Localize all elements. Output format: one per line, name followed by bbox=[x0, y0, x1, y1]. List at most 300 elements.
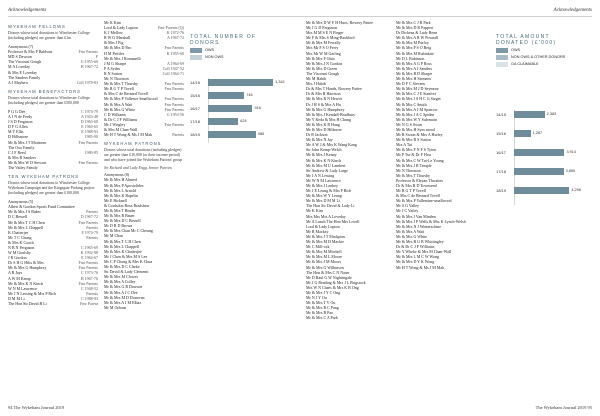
donor-name: Lord & Lady Lupton bbox=[104, 25, 138, 31]
list-item: Mr & Mrs J Kenny bbox=[306, 152, 337, 158]
list-item: Mr & Mrs M J D Seymour bbox=[396, 86, 439, 92]
donor-detail: C 1965-69 bbox=[81, 245, 98, 250]
donor-name: The Viscount Gough bbox=[8, 59, 42, 65]
donor-detail: 1985-90 bbox=[84, 134, 98, 140]
list-item: Mr H T Wong & Ms J M Mak bbox=[396, 264, 445, 270]
donor-detail: H 1967-72 bbox=[80, 64, 98, 70]
chart-row bbox=[496, 110, 557, 118]
patrons-note: Donors whose total donations (including pledges) are greater than £10,000 (or their income period) and who have joined the Wykeham Patrons' group bbox=[104, 148, 183, 163]
chart-row bbox=[496, 129, 543, 137]
list-item: Mr E Bicknell bbox=[104, 197, 127, 203]
patrons-subhead: Sir Richard and Lady Engg, Senior Patrons bbox=[104, 166, 172, 171]
donor-name: H M Pettifer bbox=[104, 50, 125, 56]
list-item: Mr & Mrs D R Pappert bbox=[396, 25, 434, 31]
list-item: Mr R Swain & Mrs A Hurley bbox=[396, 132, 443, 138]
list-item: Mr & Mrs B Pao bbox=[306, 310, 334, 316]
list-item bbox=[8, 80, 98, 85]
donor-name: A J N de Ferdy bbox=[8, 114, 33, 120]
donor-name: J S D Ferguson bbox=[8, 119, 33, 125]
list-item: Mrs Mrs Mrs A Loveday bbox=[306, 213, 346, 219]
donor-name: Dr S H G Hilts & Mrs bbox=[8, 260, 44, 266]
column-1 bbox=[8, 20, 98, 306]
chart-row bbox=[190, 104, 261, 112]
donor-name: & Mrs C de Bernard Tovell bbox=[104, 91, 148, 97]
list-item: Mr & Mrs W Y Leung bbox=[306, 193, 342, 199]
donor-name: Mr N Thornton bbox=[104, 76, 129, 82]
list-item: Mrs Mr F S O Ferry bbox=[306, 45, 339, 51]
list-item: Mr & Mrs J Kendall-Bradbury bbox=[306, 111, 356, 117]
list-item: Mr D L Rubinson bbox=[396, 55, 425, 61]
donor-detail: Fmr Parents bbox=[78, 280, 98, 286]
list-item: Mr & Mrs D Y K Wong bbox=[396, 259, 435, 265]
list-item: Mr & Mrs J Y C Ong bbox=[306, 289, 341, 295]
data-label: 3,914 bbox=[566, 150, 576, 154]
donor-name: J M G Sharpe bbox=[104, 60, 127, 66]
legend-entry bbox=[190, 55, 300, 60]
donor-detail: A 1964-69 bbox=[167, 60, 184, 66]
list-item: Mr & Mrs D C Clarke bbox=[104, 264, 140, 270]
legend-entry bbox=[496, 48, 594, 53]
donor-name: Mr J N Lessing & Mrs P Rich bbox=[8, 290, 56, 296]
amount-legend bbox=[496, 48, 594, 67]
list-item: Mr & Mrs J P Wells & Mrs K Lynch-Welsh bbox=[396, 218, 466, 224]
donor-name: K J Mellow bbox=[104, 30, 123, 36]
donor-detail: C 1973-76 bbox=[81, 270, 98, 276]
list-item: Mr & Mrs G Humphrey bbox=[306, 106, 345, 112]
list-item: Mr & Mrs M Mitchell bbox=[306, 249, 342, 255]
donor-detail: Fmr Parents bbox=[164, 106, 184, 112]
list-item: Mr D Raul G W Nightingale bbox=[306, 274, 352, 280]
list-item: Mr & Mrs C A Park bbox=[306, 315, 338, 321]
donor-name: R N Sutton bbox=[104, 70, 123, 76]
donor-detail: Fmr Parents bbox=[78, 139, 98, 145]
list-item: Mr & Mrs N Jay bbox=[306, 137, 333, 143]
list-item: Mr & Mrs R S Sutton bbox=[396, 137, 431, 143]
donor-name: Mr & Mrs D Pao bbox=[104, 45, 132, 51]
list-item: Mr & Mrs D M M Li bbox=[306, 198, 341, 204]
donor-name: Anonymous (7) bbox=[8, 44, 34, 50]
legend-label: OWS bbox=[511, 48, 521, 52]
list-item: Mr & Mrs C J E Stanfort bbox=[396, 91, 436, 97]
list-item bbox=[8, 301, 98, 306]
list-item: Mr P Tse & Dr F Hou bbox=[396, 152, 431, 158]
donor-name: Mr & Mrs A Wait bbox=[104, 101, 133, 107]
list-item: Mr & Mrs H Siemens bbox=[396, 76, 431, 82]
fellows-list bbox=[8, 44, 98, 85]
donor-name: Mr & Mrs G White bbox=[104, 106, 136, 112]
list-item bbox=[104, 132, 184, 137]
donor-name: W M Goulsby bbox=[8, 250, 31, 256]
list-item: Mr & Mrs A J M Sparrow bbox=[396, 106, 438, 112]
donor-detail: Fmr Parents bbox=[164, 101, 184, 107]
donor-detail: Parents bbox=[172, 132, 184, 138]
chart-row bbox=[190, 91, 253, 99]
list-item: Mr & Mrs J M Moors bbox=[306, 259, 342, 265]
legend-label: GA CLAIMABLE bbox=[511, 62, 539, 67]
legend-label: OWS bbox=[205, 48, 215, 52]
list-item: Mrs J Habib bbox=[306, 81, 326, 87]
list-item: Professor & Eleyan Thwaites bbox=[396, 177, 443, 183]
tick-label: 15/16 bbox=[190, 92, 201, 98]
list-item bbox=[8, 165, 98, 170]
list-item: Mr & Mrs G B Dawson bbox=[104, 284, 143, 290]
donor-name: A R Jays bbox=[8, 270, 23, 276]
list-item: Mr N J Y Ou bbox=[306, 295, 327, 301]
tick-label: 15/16 bbox=[496, 130, 507, 136]
donor-detail: Fmr Parents (Q) bbox=[158, 25, 184, 31]
tick-label: 17/18 bbox=[190, 118, 201, 124]
legend-swatch bbox=[190, 55, 202, 60]
donor-name: Mr & Mrs J Romanelli bbox=[104, 55, 141, 61]
column-5 bbox=[396, 20, 488, 270]
benefactors-title: WYKEHAM BENEFACTORS bbox=[8, 88, 81, 94]
donor-detail: Fmr Parents bbox=[164, 86, 184, 92]
list-item: The Hon & Mrs C N Nairn bbox=[306, 269, 350, 275]
donor-detail: A 1967-72 bbox=[167, 35, 184, 41]
list-item: Mr & Mrs T Binder bbox=[104, 208, 136, 213]
running-header-right: Acknowledgements bbox=[553, 8, 592, 13]
donor-detail: K 1992-98 bbox=[80, 250, 98, 256]
donor-detail: C 1974-79 bbox=[81, 108, 98, 114]
fellows-title: WYKEHAM FELLOWS bbox=[8, 24, 66, 29]
list-item: The Hon Sir David & Lady Li bbox=[306, 203, 355, 209]
legend-label: NON OWS bbox=[205, 55, 224, 60]
donor-detail: Fmr Parents bbox=[78, 219, 98, 225]
donors-chart bbox=[190, 78, 300, 148]
list-item: Mr & Mrs K B Hung bbox=[306, 121, 340, 127]
donor-detail: E 1960-65 bbox=[81, 124, 98, 130]
list-item: Mr & Mrs D W F H Huos, Bowery Pattee bbox=[306, 20, 373, 25]
bar bbox=[208, 118, 247, 125]
column-3 bbox=[190, 30, 300, 62]
donor-name: D Hillsmore bbox=[8, 134, 28, 140]
donor-name: The Hon Sir David R Li bbox=[8, 301, 47, 307]
list-item: Mr J C Vailey bbox=[396, 208, 419, 214]
donor-name: N B N Ferguson bbox=[8, 245, 35, 250]
list-item: Mr & Mrs M L Moore bbox=[306, 254, 342, 260]
chart-row bbox=[190, 130, 265, 138]
donor-name: & Mrs M Chan-Wall bbox=[104, 126, 138, 132]
donor-detail: Fmr Parents bbox=[164, 121, 184, 127]
list-item: Dr & Mrs T Hands, Bowery Pattee bbox=[306, 86, 362, 92]
donor-detail: F bbox=[95, 54, 98, 60]
donor-name: The Oxo Family bbox=[8, 144, 35, 150]
list-item: Mrs M M S E N Finger bbox=[306, 30, 344, 36]
list-item: Mr & Mrs H Sym mood bbox=[396, 126, 435, 132]
list-item: Mr & Mrs A G P Ross bbox=[396, 60, 432, 66]
donor-detail: G 1953-56 bbox=[166, 111, 184, 117]
list-item: Mr & Mrs W Y Sulemain bbox=[396, 116, 437, 122]
list-item: Mr & Mrs L M C W Wong bbox=[396, 254, 439, 260]
list-item: Mrs W N Chaes & Mrs K B Ong bbox=[306, 284, 359, 290]
list-item: Mr & Mrs A J C Dee bbox=[104, 289, 138, 295]
legend-label: NON OWS & OTHER DONORS bbox=[511, 55, 566, 60]
donor-name: Professor & Mrs P Baldwin bbox=[8, 49, 53, 55]
bar bbox=[208, 79, 285, 86]
list-item: Mr & Mrs L Chappell bbox=[104, 243, 140, 249]
bar bbox=[208, 92, 253, 99]
list-item: Mr & Mrs M Rubinkite bbox=[396, 50, 434, 56]
list-item: Sir Andrew & Lady Large bbox=[306, 167, 348, 173]
list-item: Mr & Mrs C Smith bbox=[396, 101, 427, 107]
donor-name: The Vailey Family bbox=[8, 164, 38, 170]
donor-name: Mr & Mrs J S Baker bbox=[8, 209, 41, 215]
data-label: 3,850 bbox=[565, 169, 576, 173]
list-item: Dr & Mrs R Harrison bbox=[306, 91, 341, 97]
donor-name: Mr H T Wong & Ms J M Mak bbox=[104, 132, 153, 138]
donor-detail: Fmr Parents bbox=[78, 265, 98, 271]
patrons-list bbox=[104, 172, 184, 310]
list-item: Mr N G S Swan bbox=[396, 121, 422, 127]
donor-name: C D Williams bbox=[104, 111, 126, 117]
donor-detail: Fmr Parents bbox=[164, 81, 184, 87]
list-item: Mr C P Chong & Mrs K Chua bbox=[104, 258, 153, 264]
donor-name: & Mrs K Coach bbox=[8, 239, 34, 245]
list-item: Mr & Mrs J N Gordon bbox=[306, 60, 343, 66]
donor-name: The Sanders Family bbox=[8, 74, 41, 80]
column-4 bbox=[306, 20, 394, 321]
fellows-note: Donors whose total donations to Winchester College (including pledges) are greater than £1m bbox=[8, 31, 90, 41]
list-item: Mr R G T P Tovell bbox=[396, 188, 426, 194]
list-item: Mr & Mrs D C Bessell bbox=[104, 218, 141, 224]
donor-detail: Fmr Parents bbox=[78, 159, 98, 165]
list-item: Mr F & Mrs S Ming-Bashford bbox=[306, 35, 355, 41]
donor-detail: Coll 1947-52 bbox=[162, 65, 184, 71]
tick-label: 16/17 bbox=[496, 149, 507, 155]
donor-detail: Parents bbox=[86, 209, 98, 215]
donor-name: Mr & Mrs K N Kinch bbox=[8, 280, 43, 286]
list-item: Mr & Mrs T Thursby bbox=[396, 172, 431, 178]
legend-swatch bbox=[496, 62, 508, 67]
list-item: Mr & Mrs J T Mackpins bbox=[306, 233, 346, 239]
donor-name: Mr & Mrs J T Mortimer bbox=[8, 139, 47, 145]
bar bbox=[514, 149, 576, 156]
list-item: Anonymous (8) bbox=[104, 172, 130, 178]
top-rule bbox=[8, 16, 592, 17]
chart-row bbox=[190, 78, 285, 86]
donor-name: Mr & Mrs G Humphrey bbox=[8, 265, 47, 271]
donor-detail: Fmr Parents bbox=[164, 96, 184, 102]
donor-name: Mr & Mrs T Thursby bbox=[104, 81, 139, 87]
list-item: Mr & Mrs J R Temple bbox=[396, 162, 432, 168]
list-item: Mr & Mrs M D Mackie bbox=[306, 239, 344, 245]
benefactors-list bbox=[8, 109, 98, 170]
list-item: Mr & Mrs M U Lambert bbox=[306, 162, 346, 168]
data-label: 2,383 bbox=[546, 112, 557, 116]
list-item: Mr & Mrs A J M Elbaz bbox=[104, 299, 142, 305]
list-item: Mr & Mrs K Bapelin bbox=[104, 192, 138, 198]
list-item: Dr & Mrs R D Townsend bbox=[396, 183, 437, 188]
donor-detail: Parents bbox=[86, 234, 98, 240]
list-item: Mr J G D Ferguson bbox=[306, 25, 338, 31]
list-item: Mr & Mrs M Clowes bbox=[104, 274, 139, 280]
donor-name: Mr J Wrigley bbox=[104, 121, 126, 127]
tick-label: 14/15 bbox=[190, 79, 201, 85]
donor-name: K Chatterjee bbox=[8, 229, 29, 235]
list-item: Mr K Kim bbox=[306, 208, 323, 214]
donors-chart-title: TOTAL NUMBER OF DONORS bbox=[190, 34, 257, 46]
list-item: Mr & Mrs J Van Minden bbox=[396, 213, 436, 219]
list-item: Mr & Mrs C J R Park bbox=[396, 20, 431, 25]
list-item: Mr & Mrs R C Pang bbox=[306, 305, 339, 311]
list-item: Mr & Mrs L Arnold bbox=[104, 187, 136, 193]
donor-name: & Dr C J F Williams bbox=[104, 116, 138, 122]
legend-entry bbox=[190, 48, 300, 53]
donor-detail: G 1955-60 bbox=[80, 59, 98, 65]
donor-detail: C 1988-93 bbox=[81, 295, 98, 301]
donor-name: Mr K Kim bbox=[104, 20, 121, 25]
data-label: 1,287 bbox=[532, 131, 543, 135]
running-header-left: Acknowledgements bbox=[8, 8, 47, 13]
list-item: Dr & Dr C J F Williams bbox=[396, 244, 435, 250]
legend-swatch bbox=[496, 48, 508, 53]
donor-name: Anonymous (5) bbox=[8, 199, 34, 205]
bar bbox=[514, 111, 557, 118]
list-item: Mr J Chen & Mrs M S Lee bbox=[104, 253, 148, 259]
donor-detail: Fmr Parents bbox=[78, 49, 98, 55]
bar bbox=[208, 131, 265, 138]
donor-name: C J F Reed bbox=[8, 149, 26, 155]
list-item: Mr & Mrs Chan Mr C Cheung bbox=[104, 228, 153, 234]
list-item: Mr & Mrs F N F S Tyten bbox=[396, 147, 436, 153]
list-item: The Viscount Gough bbox=[306, 70, 340, 76]
list-item: Mr & Mrs A R W Pownall bbox=[396, 35, 439, 41]
list-item: Mr R Mackay bbox=[306, 228, 329, 234]
donor-detail: Parents bbox=[86, 290, 98, 296]
tick-label: 18/19 bbox=[190, 131, 201, 137]
donor-name: W N M Lawrence bbox=[8, 285, 37, 291]
list-item: Mr Y Wheke & Mrs M Chan-Wall bbox=[396, 249, 452, 255]
list-item: Mr & Mrs C W Tat-Le Young bbox=[396, 157, 444, 163]
donors-legend bbox=[190, 48, 300, 60]
list-item: Mr & Mrs K Chatterjee bbox=[104, 248, 142, 254]
data-label: 916 bbox=[254, 106, 261, 110]
donor-detail: Parents bbox=[86, 224, 98, 230]
donor-detail: Coll 1964-71 bbox=[162, 70, 184, 76]
list-item: Mr C Mill-ock bbox=[306, 244, 330, 250]
list-item: Mr & Mrs T V Ou bbox=[306, 300, 336, 306]
patron-top-list bbox=[104, 20, 184, 137]
legend-entry bbox=[496, 55, 594, 60]
donor-detail: H 1967-76 bbox=[80, 275, 98, 281]
amount-chart bbox=[496, 110, 594, 210]
chart-row bbox=[496, 186, 581, 194]
list-item: Mr & Mrs M Ferrally bbox=[306, 40, 341, 46]
donor-name: J R Gordon bbox=[8, 255, 27, 261]
list-item: Mr & Mrs P S O Reig bbox=[396, 45, 432, 51]
donor-detail: K 1972-76 bbox=[166, 30, 184, 36]
donor-name: & Mrs R Sanders bbox=[8, 154, 36, 160]
list-item: Sir John Kemp-Welch bbox=[306, 147, 342, 153]
list-item: Mr S G Valley bbox=[396, 203, 420, 209]
legend-swatch bbox=[190, 48, 202, 53]
donor-detail: D 1963-68 bbox=[80, 119, 98, 125]
list-item: Mr A Lunch The Hon Mrs Lovell bbox=[306, 218, 360, 224]
donor-name: D F G Allen bbox=[8, 124, 28, 130]
tick-label: 14/15 bbox=[496, 111, 507, 117]
footer-left: 94 The Wykeham Journal 2019 bbox=[8, 405, 65, 410]
donor-detail: A 1943-48 bbox=[81, 114, 98, 120]
list-item: Mr & Mrs J S H C G Steger bbox=[396, 96, 441, 102]
donor-detail: E 1964-67 bbox=[81, 255, 98, 261]
donor-detail: 1980-85 bbox=[84, 149, 98, 155]
bar bbox=[208, 105, 261, 112]
chart-row bbox=[190, 117, 247, 125]
ten-patrons-list bbox=[8, 199, 98, 306]
list-item: Mr & Mrs H Ahmed bbox=[104, 177, 137, 183]
donor-name: D M M Li bbox=[8, 295, 25, 301]
donor-name: A W M Kemp bbox=[8, 275, 31, 281]
list-item: Mr D R D Brown bbox=[104, 223, 133, 229]
amount-chart-title: TOTAL AMOUNT DONATED (£'000) bbox=[496, 34, 557, 46]
list-item: Mr & Mrs F Ghin bbox=[306, 55, 335, 61]
list-item: Mr J G Reading & Mrs J L Brigstock bbox=[306, 279, 366, 285]
donor-name: D C Bessell bbox=[8, 214, 28, 220]
list-item: Mr & Mrs R G B Whittingley bbox=[396, 239, 444, 245]
donor-detail: F 1974-79 bbox=[81, 229, 98, 235]
list-item: Dr R Jackson bbox=[306, 132, 328, 138]
tick-label: 16/17 bbox=[190, 105, 201, 111]
donor-detail: D 1967-72 bbox=[80, 214, 98, 220]
donor-name: Mr T C Chung bbox=[8, 234, 32, 240]
donor-name: & Mrs J Pig bbox=[104, 40, 124, 46]
bar bbox=[514, 130, 543, 137]
list-item: Mr & Mrs P Apostolides bbox=[104, 182, 144, 188]
list-item: Mr J A N Lessing bbox=[306, 172, 335, 178]
chart-row bbox=[496, 167, 576, 175]
data-label: 4,298 bbox=[571, 188, 581, 192]
donor-name: M A Loveday bbox=[8, 64, 30, 70]
list-item: Lord & Lady Lupton bbox=[306, 223, 340, 229]
list-item: Mr & Mrs P Vallentine-smallwood bbox=[396, 198, 452, 204]
donor-name: A J Mayhew bbox=[8, 79, 29, 85]
list-item: Dr Dickens & Lady Reun bbox=[396, 30, 438, 36]
list-item: Mr M Chan bbox=[104, 233, 123, 239]
list-item: Mr & Mrs M D Donovan bbox=[104, 294, 145, 300]
list-item: Mr & Mrs R N Hewitt bbox=[306, 96, 342, 102]
list-item: Mr Y Keda & Mrs H Chung bbox=[306, 116, 352, 122]
list-item: Mrs A Tai bbox=[396, 142, 412, 148]
list-item: Mr M Orbons bbox=[104, 304, 127, 310]
donor-name: M Y Ellis bbox=[8, 129, 24, 135]
list-item: Mr & Mrs N J Winterschine bbox=[396, 223, 441, 229]
list-item: Mrs Mr W M Garling bbox=[306, 50, 341, 56]
data-label: 746 bbox=[246, 93, 253, 97]
benefactors-note: Donors whose total donations to Winchester College (including pledges) are greater than £500,000 bbox=[8, 95, 90, 105]
bar bbox=[514, 168, 576, 175]
donor-detail: E 1988-93 bbox=[81, 129, 98, 135]
list-item: Mr & Mrs J Lenkey bbox=[306, 183, 338, 188]
donor-name: MD S Dawson bbox=[8, 54, 32, 60]
list-item: Mr & Mrs K N Kinch bbox=[306, 157, 341, 163]
donor-detail: K 1955-60 bbox=[166, 50, 184, 56]
list-item: Mr & Mrs J A C Spiden bbox=[396, 111, 435, 117]
list-item: Mr & Mrs A Colley bbox=[104, 279, 136, 285]
ten-patrons-title: TEN WYKEHAM PATRONS bbox=[8, 174, 79, 180]
list-item: Mr J E Leung & Mrs P Rich bbox=[306, 188, 352, 194]
list-item: Mr M Habib bbox=[306, 76, 327, 82]
data-label: 624 bbox=[240, 119, 247, 123]
list-item: Mr D F C Sievens bbox=[396, 81, 426, 87]
column-6 bbox=[496, 30, 594, 69]
donor-detail: C 1948-52 bbox=[81, 285, 98, 291]
chart-row bbox=[496, 148, 576, 156]
ten-patrons-note: Donors whose total donations to Winchester College Wykeham Campaign and the Kingsgate Parking project (including pledges) are greater than £100,000 bbox=[8, 181, 95, 196]
column-2 bbox=[104, 20, 184, 310]
donor-name: Mr & Mrs W D Stewart bbox=[8, 159, 47, 165]
list-item: Mr W N M Lawrence bbox=[306, 177, 341, 183]
donor-name: P G G Dee bbox=[8, 108, 26, 114]
